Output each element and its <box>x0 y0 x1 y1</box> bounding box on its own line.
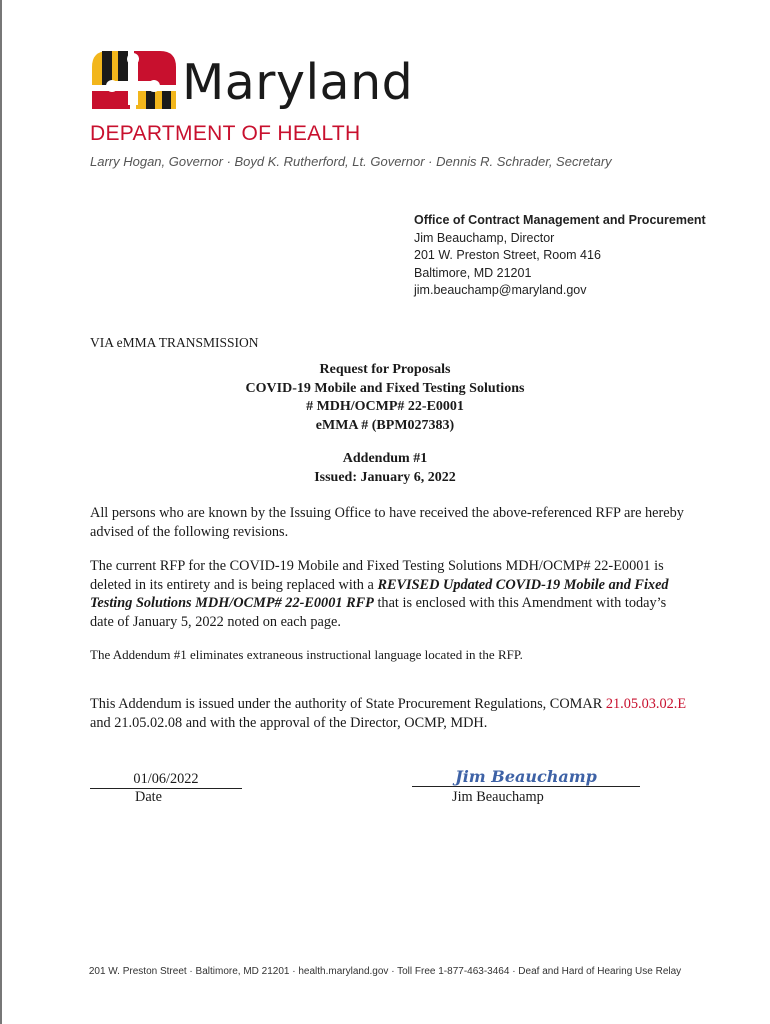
comar-reference: 21.05.03.02.E <box>605 696 687 712</box>
date-line <box>90 771 242 789</box>
paragraph-authority <box>90 695 690 732</box>
department-name: DEPARTMENT OF HEALTH <box>90 122 361 145</box>
transmission-method: VIA eMMA TRANSMISSION <box>90 335 259 350</box>
office-street: 201 W. Preston Street, Room 416 <box>414 248 601 262</box>
rfp-line-1: Request for Proposals <box>319 362 451 377</box>
signature-line <box>412 767 640 787</box>
rfp-line-4: eMMA # (BPM027383) <box>315 417 455 433</box>
date-label: Date <box>135 789 162 805</box>
page-edge <box>0 0 2 1024</box>
logo-wordmark: Maryland <box>182 54 414 111</box>
replacement-text-c: that is enclosed with this Amendment with today’s date of January 5, 2022 noted on each page. <box>90 595 667 630</box>
paragraph-notice: All persons who are known by the Issuing Office to have received the above-referenced RFP are hereby advised of the following revisions. <box>90 505 684 540</box>
handwritten-signature: Jim Beauchamp <box>412 767 640 787</box>
paragraph-eliminates: The Addendum #1 eliminates extraneous instructional language located in the RFP. <box>90 647 523 662</box>
addendum-issued: Issued: January 6, 2022 <box>314 469 456 485</box>
rfp-line-3: # MDH/OCMP# 22-E0001 <box>306 399 464 414</box>
replacement-rfp-title: REVISED Updated COVID-19 Mobile and Fixed Testing Solutions MDH/OCMP# 22-E0001 RFP <box>90 576 669 611</box>
authority-text-b: and 21.05.02.08 and with the approval of the Director, OCMP, MDH. <box>90 714 488 731</box>
addendum-block <box>0 450 770 487</box>
office-city: Baltimore, MD 21201 <box>414 265 532 280</box>
addendum-title: Addendum #1 <box>342 451 428 466</box>
office-name: Office of Contract Management and Procurement <box>414 213 706 227</box>
office-email: jim.beauchamp@maryland.gov <box>414 283 587 297</box>
rfp-line-2: COVID-19 Mobile and Fixed Testing Solutions <box>245 380 525 396</box>
office-address-block <box>414 212 706 300</box>
rfp-title-block <box>0 361 770 435</box>
authority-text-a: This Addendum is issued under the authority of State Procurement Regulations, COMAR <box>90 696 606 712</box>
officials-line: Larry Hogan, Governor · Boyd K. Rutherford, Lt. Governor · Dennis R. Schrader, Secretary <box>90 154 612 169</box>
paragraph-replacement <box>90 557 690 631</box>
page-footer: 201 W. Preston Street · Baltimore, MD 21201 · health.maryland.gov · Toll Free 1-877-463-3464 · Deaf and Hard of Hearing Use Relay <box>88 966 682 977</box>
replacement-text-a: The current RFP for the COVID-19 Mobile and Fixed Testing Solutions MDH/OCMP# 22-E0001 is deleted in its entirety and is being replaced with a <box>90 558 664 593</box>
office-director: Jim Beauchamp, Director <box>414 230 555 245</box>
signer-name: Jim Beauchamp <box>452 789 544 805</box>
date-value: 01/06/2022 <box>90 771 242 789</box>
